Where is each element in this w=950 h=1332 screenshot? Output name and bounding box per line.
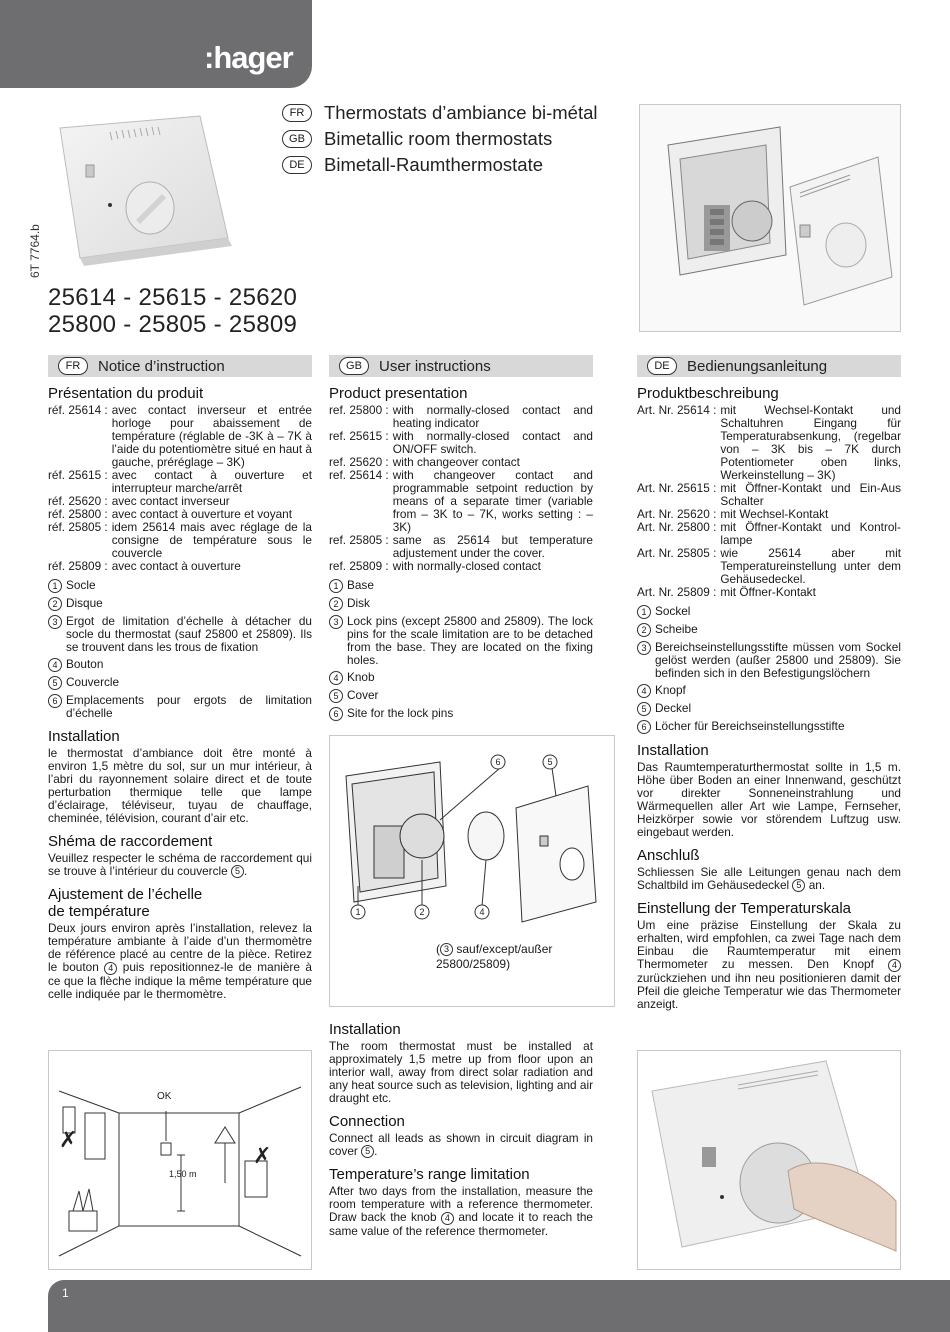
column-fr	[48, 355, 312, 1001]
ref-description: avec contact inverseur et entrée horloge pour abaissement de température (réglable de -3K à – 7K à l’aide du potentiomètre situé en haut à gauche, préréglage – 3K)	[111, 403, 312, 469]
part-number: 6	[637, 720, 651, 734]
range-text-1-gb: After two days from the installation, measure the room temperature with a reference thermometer. Draw back the knob	[329, 1184, 593, 1225]
knob-adjust-photo	[637, 1050, 901, 1270]
title-fr: Thermostats d’ambiance bi-métal	[324, 102, 598, 123]
diagram-label: 4	[479, 907, 485, 917]
room-illustration	[48, 1050, 312, 1270]
brand-logo: :hager	[204, 40, 293, 75]
title-de: Bimetall-Raumthermostate	[324, 154, 543, 175]
part-number: 2	[637, 623, 651, 637]
ref-number: réf. 25809 :	[48, 559, 108, 573]
part-number: 3	[329, 615, 343, 629]
column-header-gb	[329, 355, 593, 377]
installation-text-de: Das Raumtemperaturthermostat sollte in 1,5 m. Höhe über Boden an einer Innenwand, geschützt vor direkter Sonneneinstrahlung und Wärmequellen aller Art wie Lampe, Fernseher, Heizkörper sowie vor störendem Luftzug usw. eingebaut werden.	[637, 760, 901, 839]
section-title-connection-gb: Connection	[329, 1113, 405, 1130]
part-text: Disk	[347, 596, 370, 610]
title-row-gb	[282, 126, 598, 152]
part-item	[329, 597, 593, 611]
diagram-note	[436, 942, 552, 972]
ref-row	[329, 534, 593, 560]
section-title-presentation-fr: Présentation du produit	[48, 385, 204, 402]
section-title-installation-de: Installation	[637, 742, 709, 759]
column-header-title-de: Bedienungsanleitung	[687, 357, 828, 375]
ref-number: réf. 25800 :	[48, 507, 108, 521]
connection-text-2-de: an.	[808, 878, 826, 892]
parts-list-de	[637, 605, 901, 734]
ref-circle: 5	[361, 1145, 374, 1158]
column-lang-badge-gb: GB	[339, 357, 369, 375]
part-number: 4	[48, 658, 62, 672]
ref-row	[48, 469, 312, 495]
lang-badge-de: DE	[282, 156, 312, 174]
part-number: 5	[329, 689, 343, 703]
diagram-label: 6	[495, 757, 501, 767]
product-codes-line-1: 25614 - 25615 - 25620	[48, 284, 298, 311]
wiring-paragraph-fr: Veuillez respecter le schéma de raccordement qui se trouve à l’intérieur du couvercle 5 .	[48, 851, 312, 878]
part-item	[48, 615, 312, 654]
installation-text-gb: The room thermostat must be installed at approximately 1,5 metre up from floor upon an interior wall, away from direct solar radiation and any heat source such as television, lighting and air draught etc.	[329, 1039, 593, 1105]
section-title-installation-gb: Installation	[329, 1021, 401, 1038]
part-text: Socle	[66, 578, 96, 592]
ref-circle: 4	[104, 962, 117, 975]
ref-number: ref. 25800 :	[329, 403, 389, 417]
scale-paragraph-de	[637, 919, 901, 1010]
part-item	[637, 720, 901, 734]
ref-number: Art. Nr. 25800 :	[637, 520, 717, 534]
ref-description: mit Öffner-Kontakt	[720, 585, 816, 599]
ref-row	[637, 482, 901, 508]
column-header-title-gb: User instructions	[379, 357, 491, 375]
ref-number: réf. 25614 :	[48, 403, 108, 417]
ref-circle: 5	[792, 879, 805, 892]
diagram-note-text-1: sauf/except/außer	[456, 942, 553, 956]
diagram-label: 2	[419, 907, 425, 917]
column-lang-badge-fr: FR	[58, 357, 88, 375]
cross-mark-right: ✗	[253, 1144, 272, 1169]
ref-circle: 5	[231, 865, 244, 878]
ref-description: with normally-closed contact	[392, 559, 541, 573]
ref-description: avec contact à ouverture et interrupteur marche/arrêt	[111, 468, 312, 495]
ref-number: Art. Nr. 25614 :	[637, 403, 717, 417]
section-title-wiring-fr: Shéma de raccordement	[48, 833, 213, 850]
adjust-title-line-2: de température	[48, 903, 150, 921]
part-text: Scheibe	[655, 622, 698, 636]
ref-number: ref. 25805 :	[329, 533, 389, 547]
ref-row	[48, 521, 312, 560]
adjust-text-2-fr: puis repositionnez-le de manière à ce que la flèche indique la même température que celle indiquée par le thermomètre.	[48, 960, 312, 1001]
ref-row	[329, 404, 593, 430]
ref-row	[48, 560, 312, 573]
titles	[282, 100, 598, 178]
section-title-range-gb: Temperature’s range limitation	[329, 1166, 530, 1184]
part-text: Bereichseinstellungsstifte müssen vom Sockel gelöst werden (außer 25800 und 25809). Sie befinden sich in den Befestigungslöchern	[655, 640, 901, 680]
part-text: Bouton	[66, 657, 104, 671]
lang-badge-gb: GB	[282, 130, 312, 148]
scale-text-1-de: Um eine präzise Einstellung der Skala zu erhalten, wird empfohlen, ca zwei Tage nach dem Einbau die Raumtemperatur mit einem Thermometer zu messen. Den Knopf	[637, 918, 901, 972]
adjust-text-1-fr: Deux jours environ après l’installation, relevez la température ambiante à l’aide d’un thermomètre de référence placé au centre de la pièce. Retirez le bouton	[48, 921, 312, 975]
part-text: Knopf	[655, 683, 686, 697]
part-text: Deckel	[655, 701, 692, 715]
page-number: 1	[62, 1286, 69, 1300]
connection-paragraph-de	[637, 866, 901, 892]
ref-circle: 4	[441, 1212, 454, 1225]
part-number: 6	[329, 707, 343, 721]
part-text: Lock pins (except 25800 and 25809). The lock pins for the scale limitation are to be detached from the base. They are located on the fixing holes.	[347, 614, 593, 667]
part-item	[637, 702, 901, 716]
part-number: 2	[329, 597, 343, 611]
parts-list-gb	[329, 579, 593, 721]
section-title-presentation-de: Produktbeschreibung	[637, 385, 779, 402]
installation-text-fr: le thermostat d’ambiance doit être monté à environ 1,5 mètre du sol, sur un mur intérieur, à l’abri du rayonnement solaire direct et de toute perturbation thermique telle que lampe d’éclairage, téléviseur, tuyau de chauffage, cheminée, télévision, courant d’air etc.	[48, 746, 312, 825]
connection-paragraph-gb: Connect all leads as shown in circuit diagram in cover 5 .	[329, 1131, 593, 1158]
ref-number: Art. Nr. 25615 :	[637, 481, 717, 495]
part-number: 3	[637, 641, 651, 655]
title-gb: Bimetallic room thermostats	[324, 128, 553, 149]
section-title-presentation-gb: Product presentation	[329, 385, 468, 402]
part-number: 1	[48, 579, 62, 593]
brand-bar	[0, 0, 312, 88]
part-item	[48, 579, 312, 593]
ref-row	[48, 404, 312, 469]
ref-circle: 3	[440, 943, 453, 956]
product-codes-line-2: 25800 - 25805 - 25809	[48, 311, 298, 338]
section-title-adjust-fr	[48, 886, 312, 920]
part-item	[329, 707, 593, 721]
ok-label: OK	[157, 1091, 172, 1102]
ref-row	[637, 404, 901, 482]
part-text: Cover	[347, 688, 379, 702]
part-text: Sockel	[655, 604, 691, 618]
connection-text-gb: Connect all leads as shown in circuit diagram in cover	[329, 1131, 593, 1158]
ref-row	[637, 547, 901, 586]
part-text: Löcher für Bereichseinstellungsstifte	[655, 719, 845, 733]
part-item	[48, 694, 312, 720]
column-header-de	[637, 355, 901, 377]
diagram-label: 1	[355, 907, 361, 917]
product-photo	[50, 110, 248, 270]
ref-number: ref. 25620 :	[329, 455, 389, 469]
ref-description: mit Öffner-Kontakt und Kontrol-lampe	[720, 520, 901, 547]
ref-description: with normally-closed contact and ON/OFF switch.	[392, 429, 593, 456]
ref-description: same as 25614 but temperature adjustement under the cover.	[392, 533, 593, 560]
column-header-title-fr: Notice d’instruction	[98, 357, 225, 375]
part-number: 4	[329, 671, 343, 685]
height-label: 1,50 m	[169, 1169, 197, 1179]
ref-description: with normally-closed contact and heating indicator	[392, 403, 593, 430]
part-text: Knob	[347, 670, 375, 684]
lang-badge-fr: FR	[282, 104, 312, 122]
ref-description: avec contact inverseur	[111, 494, 230, 508]
part-text: Base	[347, 578, 374, 592]
part-item	[637, 684, 901, 698]
column-de	[637, 355, 901, 1011]
ref-row	[637, 586, 901, 599]
part-text: Site for the lock pins	[347, 706, 454, 720]
footer-bar	[48, 1280, 950, 1332]
title-row-de	[282, 152, 598, 178]
part-number: 5	[637, 702, 651, 716]
part-item	[329, 615, 593, 667]
part-text: Ergot de limitation d’échelle à détacher du socle du thermostat (sauf 25800 et 25809). Ils se trouvent dans les trous de fixation	[66, 614, 312, 654]
cross-mark-left: ✗	[59, 1128, 78, 1153]
wiring-text-fr: Veuillez respecter le schéma de raccordement qui se trouve à l’intérieur du couvercle	[48, 851, 312, 878]
part-number: 2	[48, 597, 62, 611]
ref-number: réf. 25615 :	[48, 468, 108, 482]
ref-description: with changeover contact	[392, 455, 520, 469]
ref-number: ref. 25614 :	[329, 468, 389, 482]
ref-number: ref. 25615 :	[329, 429, 389, 443]
part-number: 3	[48, 615, 62, 629]
part-item	[637, 605, 901, 619]
ref-description: mit Öffner-Kontakt und Ein-Aus Schalter	[720, 481, 901, 508]
ref-description: wie 25614 aber mit Temperatureinstellung unter dem Gehäusedeckel.	[720, 546, 901, 586]
ref-list-fr	[48, 404, 312, 573]
ref-row	[637, 521, 901, 547]
diagram-note-line-1: ( 3 sauf/except/außer	[436, 942, 553, 956]
range-paragraph-gb	[329, 1185, 593, 1237]
parts-list-fr	[48, 579, 312, 720]
ref-number: Art. Nr. 25809 :	[637, 585, 717, 599]
ref-list-de	[637, 404, 901, 599]
part-item	[329, 689, 593, 703]
adjust-paragraph-fr	[48, 922, 312, 1000]
diagram-note-text-2: 25800/25809)	[436, 957, 511, 971]
part-number: 5	[48, 676, 62, 690]
exploded-diagram	[329, 735, 615, 1007]
title-row-fr	[282, 100, 598, 126]
ref-description: with changeover contact and programmable setpoint reduction by means of a separate timer (variable from – 3K to – 7K, works setting : – 3K)	[392, 468, 593, 534]
part-text: Couvercle	[66, 675, 120, 689]
part-item	[48, 597, 312, 611]
part-number: 4	[637, 684, 651, 698]
column-gb	[329, 355, 593, 1238]
ref-number: réf. 25805 :	[48, 520, 108, 534]
ref-number: ref. 25809 :	[329, 559, 389, 573]
part-item	[329, 579, 593, 593]
adjust-title-line-1: Ajustement de l’échelle	[48, 886, 203, 904]
scale-text-2-de: zurückziehen und ihn neu positionieren damit der Pfeil die gleiche Temperatur wie das Thermometer anzeigt.	[637, 970, 901, 1011]
document-code: 6T 7764.b	[28, 224, 42, 278]
part-item	[48, 658, 312, 672]
part-number: 1	[637, 605, 651, 619]
part-item	[637, 623, 901, 637]
ref-description: avec contact à ouverture et voyant	[111, 507, 293, 521]
exploded-product-photo	[639, 104, 901, 332]
part-number: 1	[329, 579, 343, 593]
ref-number: Art. Nr. 25805 :	[637, 546, 717, 560]
ref-number: Art. Nr. 25620 :	[637, 507, 717, 521]
ref-description: idem 25614 mais avec réglage de la consigne de température sous le couvercle	[111, 520, 312, 560]
part-item	[637, 641, 901, 680]
section-title-scale-de: Einstellung der Temperaturskala	[637, 900, 852, 918]
range-text-2-gb: and locate it to reach the same value of the reference thermometer.	[329, 1210, 593, 1238]
ref-circle: 4	[888, 959, 901, 972]
column-lang-badge-de: DE	[647, 357, 677, 375]
section-title-connection-de: Anschluß	[637, 847, 700, 864]
connection-text-1-de: Schliessen Sie alle Leitungen genau nach dem Schaltbild im Gehäusedeckel	[637, 865, 901, 892]
ref-description: mit Wechsel-Kontakt und Schaltuhren Eingang für Temperaturabsenkung, (regelbar von – 3K bis – 7K durch Potentiometer oben links, Werkeinstellung – 3K)	[720, 403, 901, 482]
ref-row	[329, 469, 593, 534]
ref-description: avec contact à ouverture	[111, 559, 241, 573]
ref-description: mit Wechsel-Kontakt	[720, 507, 829, 521]
section-title-installation-fr: Installation	[48, 728, 120, 745]
column-header-fr	[48, 355, 312, 377]
diagram-label: 5	[547, 757, 553, 767]
ref-number: réf. 25620 :	[48, 494, 108, 508]
ref-row	[329, 560, 593, 573]
part-item	[329, 671, 593, 685]
ref-row	[329, 430, 593, 456]
part-text: Disque	[66, 596, 103, 610]
part-number: 6	[48, 694, 62, 708]
part-text: Emplacements pour ergots de limitation d’échelle	[66, 693, 312, 720]
part-item	[48, 676, 312, 690]
ref-list-gb	[329, 404, 593, 573]
